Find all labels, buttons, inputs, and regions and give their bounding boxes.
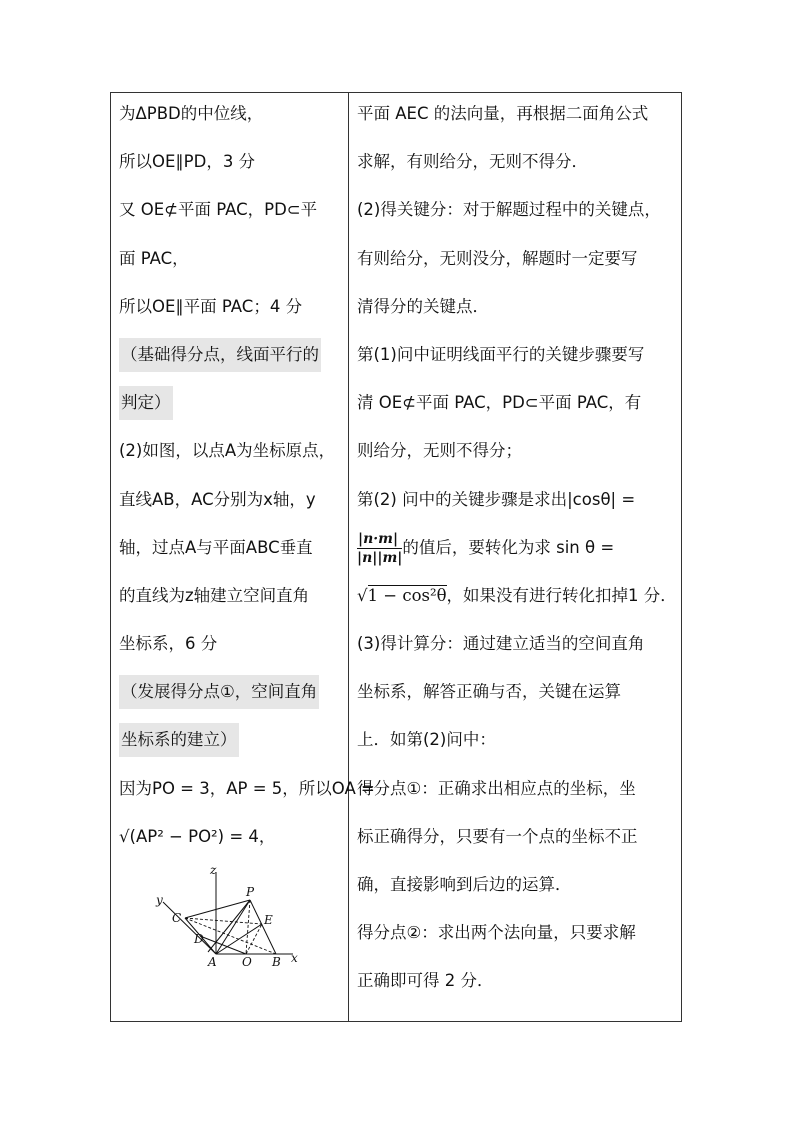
label-p: P xyxy=(246,885,255,899)
text-line: 第(2) 问中的关键步骤是求出|cosθ| = xyxy=(357,489,636,509)
text-line: 清得分的关键点． xyxy=(357,296,489,316)
text-line: 的直线为z轴建立空间直角 xyxy=(119,585,310,605)
fraction xyxy=(357,530,402,567)
label-o: O xyxy=(242,955,252,969)
formula-line: √(AP² − PO²) = 4， xyxy=(119,826,276,846)
text-line: 则给分，无则不得分； xyxy=(357,441,522,461)
hidden-edge-ce xyxy=(185,918,262,924)
text-line: (2)如图，以点A为坐标原点， xyxy=(119,441,336,461)
text-line: 确，直接影响到后边的运算． xyxy=(357,875,572,894)
highlight-line xyxy=(119,668,344,716)
y-axis xyxy=(163,902,216,954)
text-segment: ，如果没有进行转化扣掉1 分． xyxy=(446,585,677,605)
label-d: D xyxy=(194,932,204,946)
highlight-line xyxy=(119,379,344,427)
fraction-numerator: |n·m| xyxy=(357,530,402,549)
text-line: 面 PAC， xyxy=(119,248,189,268)
score-point-note: 判定） xyxy=(119,386,173,420)
label-x: x xyxy=(291,951,298,965)
text-line: 所以OE∥PD，3 分 xyxy=(119,152,256,172)
text-line: 第(1)问中证明线面平行的关键步骤要写 xyxy=(357,344,645,364)
text-line: 得分点①：正确求出相应点的坐标，坐 xyxy=(357,778,636,798)
label-a: A xyxy=(208,955,217,969)
text-segment: 的值后，要转化为求 sin θ = xyxy=(402,537,615,557)
text-line: 正确即可得 2 分． xyxy=(357,971,494,991)
hidden-edge-oe xyxy=(246,924,262,954)
score-point-note: （基础得分点，线面平行的 xyxy=(119,338,321,372)
text-line: 平面 AEC 的法向量，再根据二面角公式 xyxy=(357,104,649,123)
label-z: z xyxy=(210,863,217,877)
score-point-note: 坐标系的建立） xyxy=(119,723,239,757)
text-line: 清 OE⊄平面 PAC，PD⊂平面 PAC，有 xyxy=(357,393,642,413)
edge-bp xyxy=(250,900,276,954)
commentary-column xyxy=(349,93,683,1021)
text-line: 为ΔPBD的中位线， xyxy=(119,104,264,123)
text-line: (3)得计算分：通过建立适当的空间直角 xyxy=(357,634,645,654)
sqrt-sign: √ xyxy=(357,585,368,605)
text-line: 因为PO = 3，AP = 5，所以OA = xyxy=(119,778,375,798)
highlight-line xyxy=(119,331,344,379)
score-point-note: （发展得分点①，空间直角 xyxy=(119,675,319,709)
text-line: 又 OE⊄平面 PAC，PD⊂平 xyxy=(119,200,318,220)
edge-ap2 xyxy=(208,900,250,952)
label-y: y xyxy=(156,893,163,907)
text-line: 有则给分，无则没分，解题时一定要写 xyxy=(357,248,638,268)
label-b: B xyxy=(272,955,281,969)
hidden-edge-po xyxy=(246,900,250,954)
formula-line xyxy=(357,524,677,572)
text-line: 求解，有则给分，无则不得分． xyxy=(357,152,588,172)
text-line: 得分点②：求出两个法向量，只要求解 xyxy=(357,923,636,943)
label-c: C xyxy=(172,911,182,925)
fraction-denominator: |n||m| xyxy=(357,549,403,566)
text-line: 轴，过点A与平面ABC垂直 xyxy=(119,537,313,557)
text-line: 坐标系，解答正确与否，关键在运算 xyxy=(357,682,621,702)
label-e: E xyxy=(264,913,273,927)
text-line: 直线AB，AC分别为x轴，y xyxy=(119,489,316,509)
text-line: (2)得关键分：对于解题过程中的关键点， xyxy=(357,200,661,220)
text-line: 标正确得分，只要有一个点的坐标不正 xyxy=(357,826,638,846)
text-line: 坐标系，6 分 xyxy=(119,634,218,654)
text-line: 所以OE∥平面 PAC；4 分 xyxy=(119,296,303,316)
text-line: 上．如第(2)问中： xyxy=(357,730,496,750)
geometry-figure xyxy=(148,862,308,972)
highlight-line xyxy=(119,716,344,764)
sqrt-body: 1 − cos²θ xyxy=(367,585,447,605)
formula-line xyxy=(357,572,677,620)
